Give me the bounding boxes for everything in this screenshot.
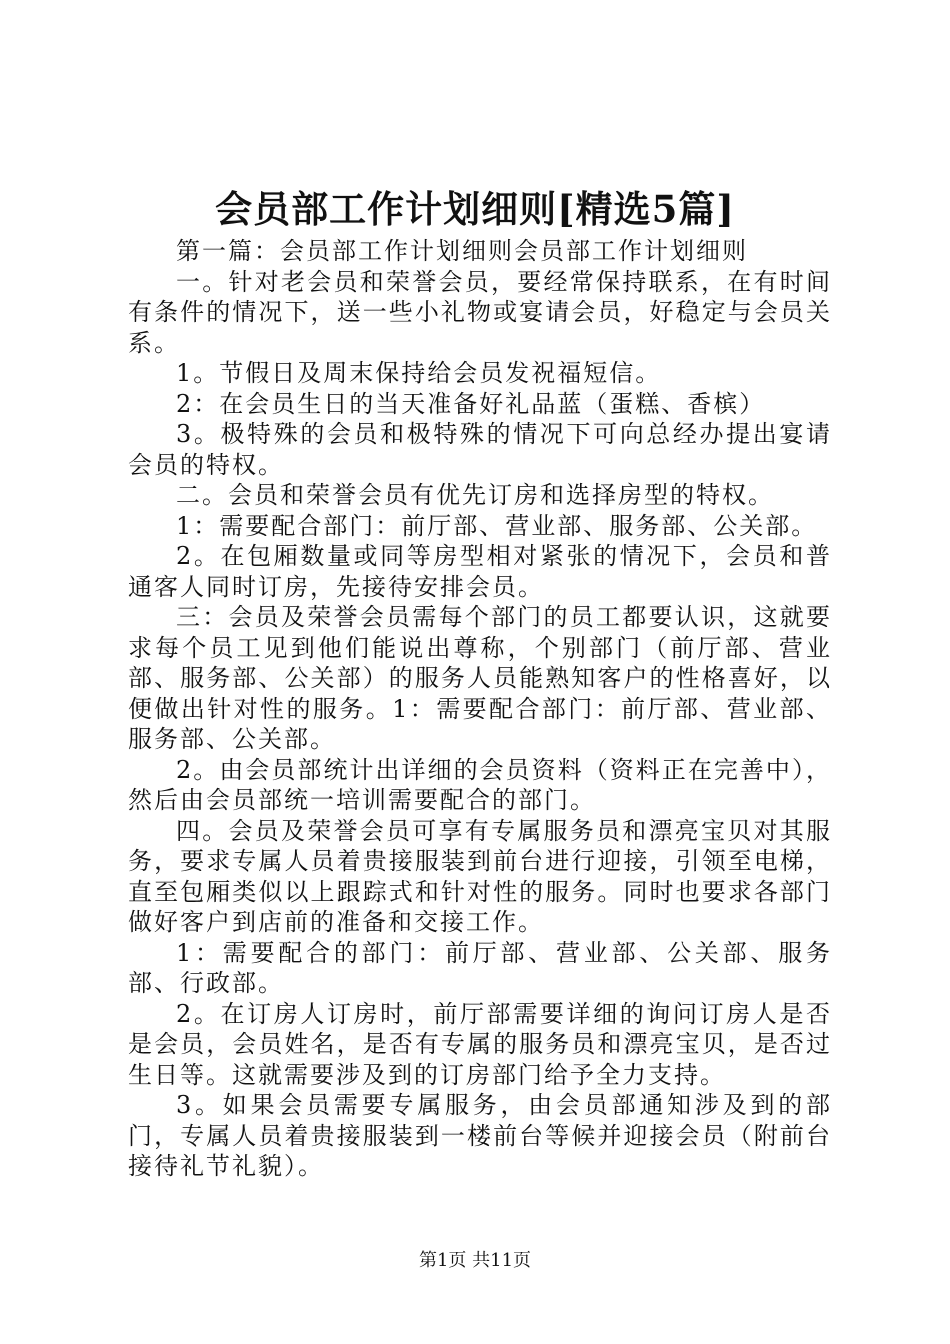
paragraph: 1：需要配合的部门：前厅部、营业部、公关部、服务部、行政部。 xyxy=(128,938,832,997)
paragraph: 四。会员及荣誉会员可享有专属服务员和漂亮宝贝对其服务，要求专属人员着贵接服装到前台进行迎接，引领至电梯，直至包厢类似以上跟踪式和针对性的服务。同时也要求各部门做好客户到店前的准备和交接工作。 xyxy=(128,816,832,936)
paragraph: 2。在订房人订房时，前厅部需要详细的询问订房人是否是会员，会员姓名，是否有专属的服务员和漂亮宝贝，是否过生日等。这就需要涉及到的订房部门给予全力支持。 xyxy=(128,999,832,1089)
paragraph: 2。在包厢数量或同等房型相对紧张的情况下，会员和普通客人同时订房，先接待安排会员。 xyxy=(128,542,832,601)
paragraph: 2。由会员部统计出详细的会员资料（资料正在完善中），然后由会员部统一培训需要配合的部门。 xyxy=(128,755,832,814)
paragraph: 1。节假日及周末保持给会员发祝福短信。 xyxy=(176,359,662,387)
paragraph: 第一篇：会员部工作计划细则会员部工作计划细则 xyxy=(176,237,748,265)
paragraph: 一。针对老会员和荣誉会员，要经常保持联系，在有时间有条件的情况下，送一些小礼物或宴请会员，好稳定与会员关系。 xyxy=(128,267,832,357)
page-footer: 第1页 共11页 xyxy=(418,1250,532,1271)
paragraph: 3。极特殊的会员和极特殊的情况下可向总经办提出宴请会员的特权。 xyxy=(128,420,832,479)
document-title: 会员部工作计划细则[精选5篇] xyxy=(215,187,735,231)
paragraph: 三：会员及荣誉会员需每个部门的员工都要认识，这就要求每个员工见到他们能说出尊称，个别部门（前厅部、营业部、服务部、公关部）的服务人员能熟知客户的性格喜好，以便做出针对性的服务。1：需要配合部门：前厅部、营业部、服务部、公关部。 xyxy=(128,603,832,753)
document-body xyxy=(128,236,832,1182)
paragraph: 1：需要配合部门：前厅部、营业部、服务部、公关部。 xyxy=(176,511,818,540)
paragraph: 3。如果会员需要专属服务，由会员部通知涉及到的部门，专属人员着贵接服装到一楼前台等候并迎接会员（附前台接待礼节礼貌）。 xyxy=(128,1091,832,1180)
paragraph: 二。会员和荣誉会员有优先订房和选择房型的特权。 xyxy=(176,481,774,509)
paragraph: 2：在会员生日的当天准备好礼品蓝（蛋糕、香槟） xyxy=(176,389,766,418)
